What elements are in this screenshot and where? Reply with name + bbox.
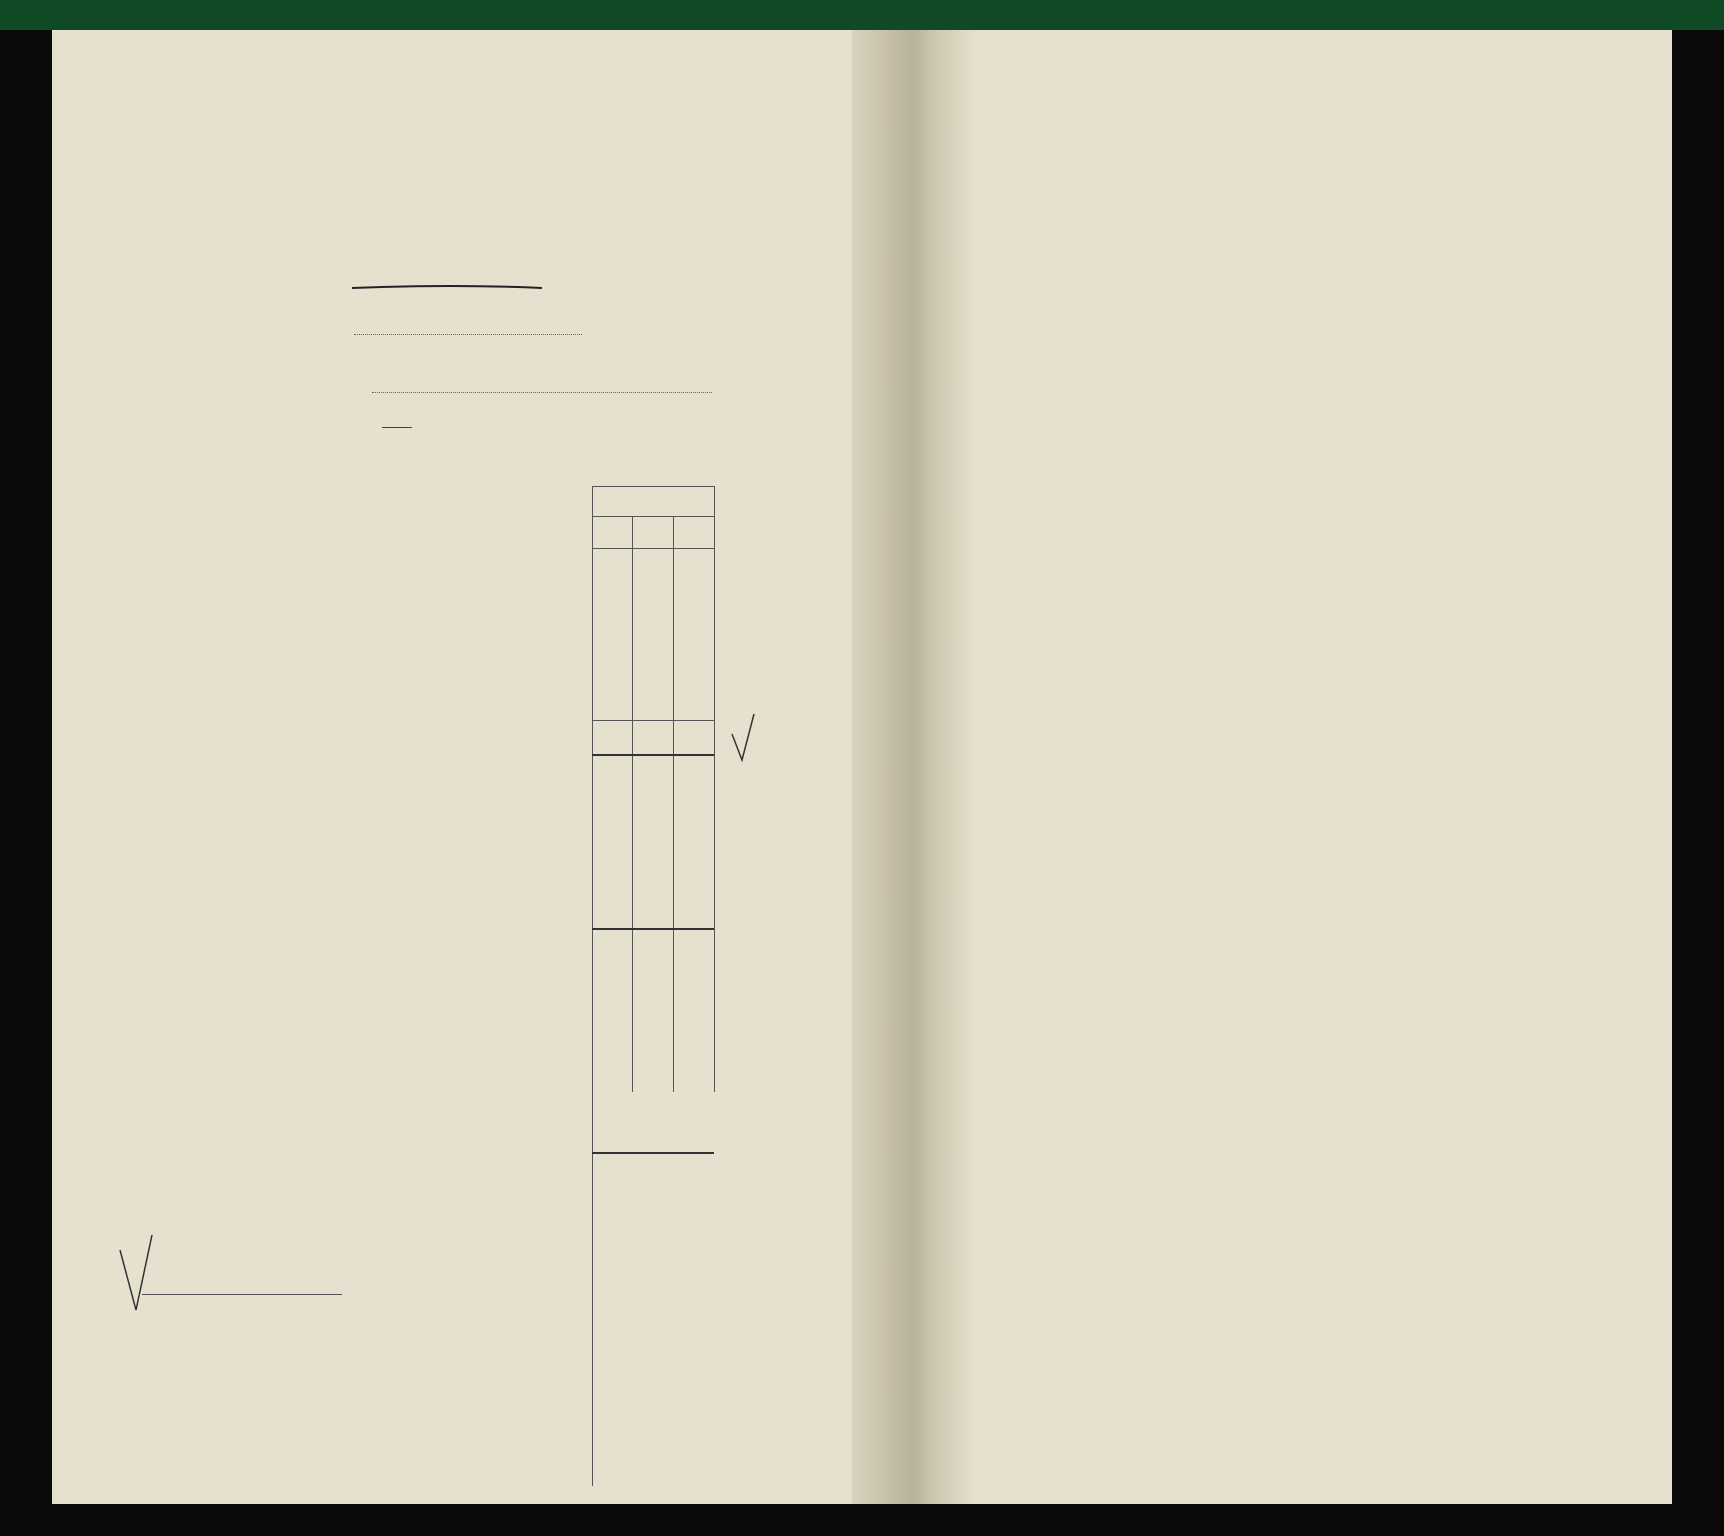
page-fold [852,30,972,1504]
top-border [0,0,1724,30]
census-form-page [52,30,1672,1504]
left-handwriting-marks [52,30,852,1504]
